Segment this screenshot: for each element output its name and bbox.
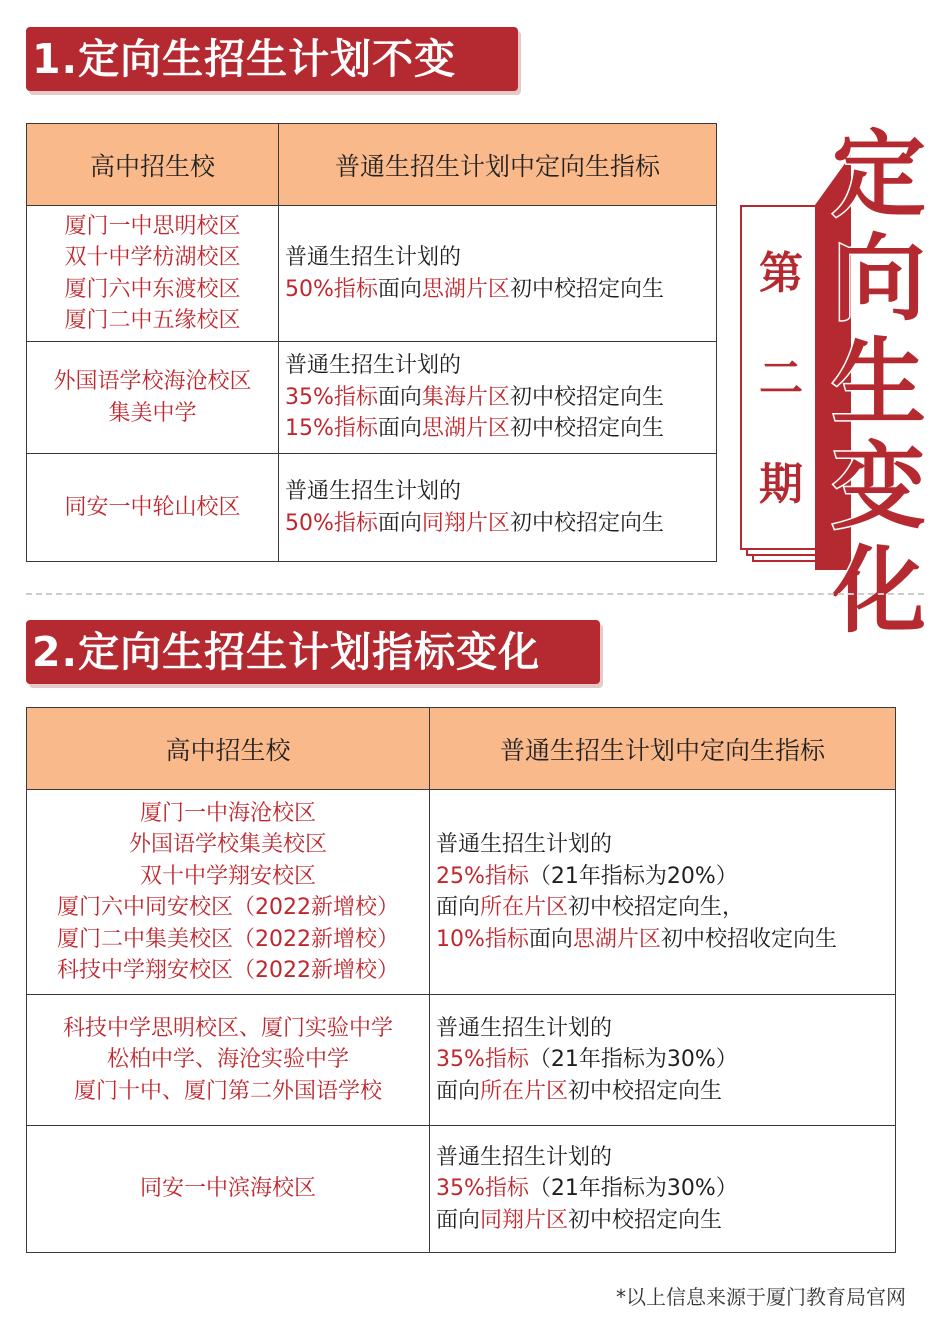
- quota-text: 面向: [377, 510, 422, 536]
- quota-line: [436, 1044, 895, 1076]
- school-name: 松柏中学、海沧实验中学: [106, 1047, 349, 1073]
- quota-line: [285, 382, 716, 414]
- quota-line: [285, 413, 716, 445]
- highlight-text: 35%指标: [285, 384, 378, 410]
- school-name: 厦门六中东渡校区: [64, 276, 241, 302]
- quota-text: 初中校招定向生: [509, 276, 664, 302]
- school-cell: [27, 790, 430, 995]
- issue-paper-front: [740, 205, 818, 550]
- school-name: 同安一中滨海校区: [139, 1176, 316, 1202]
- quota-line: [436, 829, 895, 861]
- quota-line: [285, 350, 716, 382]
- school-name: 厦门一中思明校区: [64, 213, 241, 239]
- school-name: 科技中学思明校区、厦门实验中学: [62, 1015, 393, 1041]
- highlight-text: 集海片区: [421, 384, 510, 410]
- quota-line: [436, 1205, 895, 1237]
- table-changed-plan: [26, 707, 896, 1253]
- school-name: 集美中学: [108, 400, 197, 426]
- school-name: 厦门二中五缘校区: [64, 308, 241, 333]
- quota-text: 面向: [436, 1078, 481, 1104]
- school-cell: [27, 206, 279, 342]
- quota-text: 普通生招生计划的: [436, 1144, 613, 1170]
- table-row: [27, 206, 717, 342]
- quota-cell: [279, 206, 717, 342]
- quota-cell: [279, 454, 717, 562]
- column-header-quota: 普通生招生计划中定向生指标: [430, 708, 896, 790]
- highlight-text: 50%指标: [285, 276, 378, 302]
- quota-text: 初中校招定向生，: [568, 895, 745, 920]
- school-name: 同安一中轮山校区: [64, 494, 241, 520]
- highlight-text: 10%指标: [436, 926, 529, 952]
- issue-char: 二: [759, 353, 803, 405]
- highlight-text: 35%指标: [436, 1176, 529, 1202]
- column-header-school: 高中招生校: [27, 708, 430, 790]
- quota-text: 普通生招生计划的: [436, 832, 613, 857]
- quota-text: （21年指标为30%）: [528, 1047, 738, 1073]
- highlight-text: 思湖片区: [421, 276, 510, 302]
- column-header-quota: 普通生招生计划中定向生指标: [279, 124, 717, 206]
- quota-line: [436, 924, 895, 956]
- quota-line: [285, 476, 716, 508]
- issue-panel: [740, 205, 818, 550]
- school-cell: [27, 342, 279, 454]
- quota-text: （21年指标为30%）: [528, 1176, 738, 1202]
- highlight-text: 35%指标: [436, 1047, 529, 1073]
- banner-char: 化: [831, 537, 926, 646]
- highlight-text: 同翔片区: [480, 1207, 569, 1233]
- table-row: [27, 1126, 896, 1253]
- column-header-school: 高中招生校: [27, 124, 279, 206]
- highlight-text: 思湖片区: [572, 926, 661, 952]
- issue-char: 期: [759, 459, 803, 511]
- quota-line: [436, 892, 895, 924]
- table-unchanged-plan: [26, 123, 717, 562]
- quota-text: （21年指标为20%）: [528, 863, 738, 889]
- issue-label: [742, 207, 820, 552]
- quota-line: [436, 1013, 895, 1045]
- quota-line: [436, 1142, 895, 1174]
- quota-text: 初中校招定向生: [568, 1207, 723, 1233]
- school-name: 厦门二中集美校区（2022新增校）: [57, 926, 399, 952]
- quota-line: [285, 508, 716, 540]
- table-header-row: [27, 124, 717, 206]
- source-footnote: *以上信息来源于厦门教育局官网: [616, 1285, 906, 1309]
- quota-text: 普通生招生计划的: [285, 479, 462, 504]
- section-1-title: 1.定向生招生计划不变: [26, 27, 518, 91]
- quota-cell: [430, 1126, 896, 1253]
- highlight-text: 同翔片区: [421, 510, 510, 536]
- table-row: [27, 790, 896, 995]
- quota-text: 面向: [377, 384, 422, 410]
- table-row: [27, 454, 717, 562]
- school-name: 科技中学翔安校区（2022新增校）: [57, 958, 399, 983]
- school-cell: [27, 1126, 430, 1253]
- school-name: 厦门一中海沧校区: [139, 800, 316, 826]
- highlight-text: 50%指标: [285, 510, 378, 536]
- quota-text: 初中校招定向生: [509, 416, 664, 442]
- highlight-text: 所在片区: [480, 1078, 569, 1104]
- quota-text: 面向: [377, 276, 422, 302]
- quota-line: [285, 274, 716, 306]
- quota-text: 面向: [528, 926, 573, 952]
- banner-char: 变: [831, 433, 926, 542]
- quota-line: [436, 1173, 895, 1205]
- quota-line: [436, 861, 895, 893]
- topic-banner: [815, 110, 943, 646]
- banner-char: 向: [831, 225, 926, 334]
- quota-text: 普通生招生计划的: [285, 245, 462, 270]
- banner-char: 定: [831, 121, 926, 230]
- banner-title: [815, 121, 943, 646]
- quota-cell: [279, 342, 717, 454]
- section-divider: [26, 593, 924, 595]
- table-row: [27, 342, 717, 454]
- highlight-text: 15%指标: [285, 416, 378, 442]
- school-name: 外国语学校海沧校区: [53, 369, 252, 394]
- quota-text: 初中校招定向生: [509, 384, 664, 410]
- school-name: 厦门六中同安校区（2022新增校）: [57, 895, 399, 920]
- table-row: [27, 995, 896, 1126]
- quota-text: 初中校招收定向生: [660, 926, 837, 952]
- quota-text: 初中校招定向生: [568, 1078, 723, 1104]
- school-name: 厦门十中、厦门第二外国语学校: [73, 1078, 382, 1104]
- banner-char: 生: [831, 329, 926, 438]
- quota-line: [285, 242, 716, 274]
- quota-line: [436, 1076, 895, 1108]
- highlight-text: 思湖片区: [421, 416, 510, 442]
- issue-char: 第: [759, 247, 803, 299]
- quota-text: 面向: [436, 1207, 481, 1233]
- quota-cell: [430, 995, 896, 1126]
- highlight-text: 25%指标: [436, 863, 529, 889]
- school-cell: [27, 454, 279, 562]
- quota-text: 普通生招生计划的: [436, 1015, 613, 1041]
- quota-cell: [430, 790, 896, 995]
- quota-text: 面向: [377, 416, 422, 442]
- school-name: 双十中学翔安校区: [139, 863, 316, 889]
- quota-text: 面向: [436, 895, 481, 920]
- table-header-row: [27, 708, 896, 790]
- section-2-title: 2.定向生招生计划指标变化: [26, 620, 600, 684]
- highlight-text: 所在片区: [480, 895, 569, 920]
- school-cell: [27, 995, 430, 1126]
- quota-text: 初中校招定向生: [509, 510, 664, 536]
- school-name: 双十中学枋湖校区: [64, 245, 241, 270]
- school-name: 外国语学校集美校区: [128, 832, 327, 857]
- quota-text: 普通生招生计划的: [285, 353, 462, 379]
